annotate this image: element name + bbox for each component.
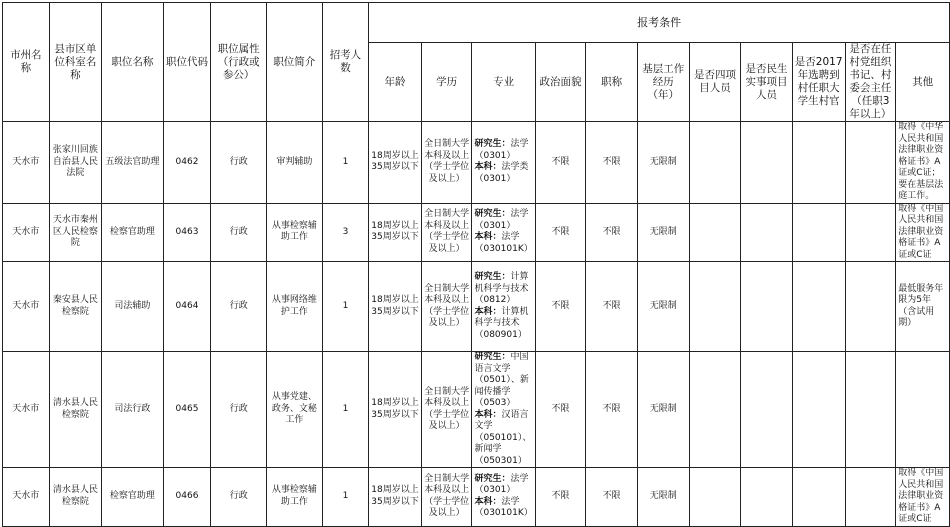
table-row (3, 262, 950, 352)
major-grad (474, 209, 532, 232)
major-grad (474, 352, 532, 410)
cell-livelihood (741, 352, 793, 468)
cell-major (472, 203, 535, 262)
major-undergrad (474, 497, 532, 520)
major-undergrad-value: 法学（030101K） (474, 232, 533, 254)
recruitment-table-sheet (2, 2, 950, 527)
header-code: 职位代码 (163, 3, 211, 122)
major-grad-value: 法学（0301） (474, 209, 529, 231)
cell-intro: 从事党建、政务、文秘工作 (267, 352, 323, 468)
cell-attr: 行政 (211, 352, 267, 468)
header-grassroots: 基层工作经历（年） (637, 43, 689, 122)
cell-intro: 从事网络维护工作 (267, 262, 323, 352)
cell-title: 不限 (586, 262, 638, 352)
cell-position: 司法辅助 (102, 262, 163, 352)
major-undergrad-value: 法学类（0301） (474, 162, 529, 184)
cell-other: 取得《中国人民共和国法律职业资格证书》A证或C证 (896, 468, 950, 527)
cell-unit: 张家川回族自治县人民法院 (49, 122, 102, 204)
header-title: 职称 (586, 43, 638, 122)
cell-edu: 全日制大学本科及以上（学士学位及以上） (421, 468, 472, 527)
cell-city: 天水市 (3, 262, 50, 352)
header-count: 招考人数 (322, 3, 369, 122)
cell-livelihood (741, 262, 793, 352)
cell-count: 1 (322, 122, 369, 204)
cell-livelihood (741, 203, 793, 262)
header-city: 市州名称 (3, 3, 50, 122)
cell-party-secretary (845, 352, 896, 468)
cell-position: 五级法官助理 (102, 122, 163, 204)
cell-village-official (792, 262, 845, 352)
major-undergrad-label: 本科： (474, 306, 502, 317)
header-position: 职位名称 (102, 3, 163, 122)
cell-edu: 全日制大学本科及以上（学士学位及以上） (421, 262, 472, 352)
header-village-official: 是否2017年选聘到村任职大学生村官 (792, 43, 845, 122)
major-undergrad (474, 162, 532, 185)
major-grad-label: 研究生： (474, 473, 511, 484)
header-attr: 职位属性（行政或参公） (211, 3, 267, 122)
major-undergrad-label: 本科： (474, 162, 502, 173)
major-grad-value: 法学（0301） (474, 139, 529, 161)
cell-village-official (792, 203, 845, 262)
cell-intro: 从事检察辅助工作 (267, 468, 323, 527)
cell-livelihood (741, 468, 793, 527)
cell-intro: 从事检察辅助工作 (267, 203, 323, 262)
cell-politics: 不限 (535, 468, 586, 527)
cell-livelihood (741, 122, 793, 204)
cell-grassroots: 无限制 (637, 262, 689, 352)
major-grad (474, 272, 532, 307)
cell-attr: 行政 (211, 203, 267, 262)
cell-four-items (689, 262, 741, 352)
cell-city: 天水市 (3, 203, 50, 262)
table-body (3, 122, 950, 527)
cell-grassroots: 无限制 (637, 352, 689, 468)
major-undergrad-label: 本科： (474, 496, 502, 507)
cell-position: 检察官助理 (102, 468, 163, 527)
cell-grassroots: 无限制 (637, 203, 689, 262)
cell-four-items (689, 468, 741, 527)
major-undergrad-value: 计算机科学与技术（080901） (474, 306, 529, 340)
major-grad-label: 研究生： (474, 352, 511, 362)
major-undergrad (474, 307, 532, 342)
cell-village-official (792, 468, 845, 527)
cell-edu: 全日制大学本科及以上（学士学位及以上） (421, 352, 472, 468)
cell-grassroots: 无限制 (637, 122, 689, 204)
header-edu: 学历 (421, 43, 472, 122)
major-undergrad-label: 本科： (474, 232, 502, 243)
cell-grassroots: 无限制 (637, 468, 689, 527)
cell-code: 0462 (163, 122, 211, 204)
header-unit: 县市区单位科室名称 (49, 3, 102, 122)
cell-intro: 审判辅助 (267, 122, 323, 204)
cell-city: 天水市 (3, 468, 50, 527)
cell-count: 1 (322, 468, 369, 527)
cell-unit: 清水县人民检察院 (49, 352, 102, 468)
cell-other (896, 352, 950, 468)
cell-other: 取得《中国人民共和国法律职业资格证书》A证或C证 (896, 203, 950, 262)
major-grad-label: 研究生： (474, 209, 511, 220)
cell-politics: 不限 (535, 203, 586, 262)
major-undergrad-value: 法学（030101K） (474, 496, 533, 519)
cell-party-secretary (845, 262, 896, 352)
cell-politics: 不限 (535, 122, 586, 204)
major-grad (474, 474, 532, 497)
cell-unit: 清水县人民检察院 (49, 468, 102, 527)
cell-unit: 天水市秦州区人民检察院 (49, 203, 102, 262)
cell-code: 0463 (163, 203, 211, 262)
cell-age: 18周岁以上35周岁以下 (369, 352, 422, 468)
cell-age: 18周岁以上35周岁以下 (369, 122, 422, 204)
major-grad-value: 法学（0301） (474, 473, 529, 496)
cell-unit: 秦安县人民检察院 (49, 262, 102, 352)
cell-attr: 行政 (211, 262, 267, 352)
cell-city: 天水市 (3, 352, 50, 468)
cell-attr: 行政 (211, 122, 267, 204)
cell-politics: 不限 (535, 352, 586, 468)
cell-party-secretary (845, 203, 896, 262)
header-other: 其他 (896, 43, 950, 122)
cell-village-official (792, 122, 845, 204)
cell-four-items (689, 122, 741, 204)
major-undergrad-value: 汉语言文学（050101）、新闻学（050301） (474, 409, 532, 466)
cell-title: 不限 (586, 468, 638, 527)
cell-edu: 全日制大学本科及以上（学士学位及以上） (421, 122, 472, 204)
header-major: 专业 (472, 43, 535, 122)
cell-count: 3 (322, 203, 369, 262)
major-grad-label: 研究生： (474, 139, 511, 150)
table-row (3, 352, 950, 468)
table-row (3, 122, 950, 204)
cell-title: 不限 (586, 352, 638, 468)
cell-four-items (689, 352, 741, 468)
cell-party-secretary (845, 468, 896, 527)
cell-edu: 全日制大学本科及以上（学士学位及以上） (421, 203, 472, 262)
cell-attr: 行政 (211, 468, 267, 527)
cell-code: 0465 (163, 352, 211, 468)
cell-title: 不限 (586, 203, 638, 262)
major-undergrad (474, 232, 532, 255)
major-grad-value: 中国语言文学（0501）、新闻传播学（0503） (474, 352, 529, 408)
header-four-items: 是否四项目人员 (689, 43, 741, 122)
major-grad (474, 139, 532, 162)
major-grad-value: 计算机科学与技术（0812） (474, 272, 529, 305)
cell-major (472, 122, 535, 204)
major-grad-label: 研究生： (474, 272, 511, 282)
cell-major (472, 352, 535, 468)
major-undergrad (474, 410, 532, 468)
table-row (3, 203, 950, 262)
recruitment-table (2, 2, 950, 527)
header-age: 年龄 (369, 43, 422, 122)
header-conditions: 报考条件 (369, 3, 950, 43)
cell-major (472, 262, 535, 352)
cell-count: 1 (322, 262, 369, 352)
cell-code: 0464 (163, 262, 211, 352)
cell-count: 1 (322, 352, 369, 468)
cell-age: 18周岁以上35周岁以下 (369, 468, 422, 527)
cell-politics: 不限 (535, 262, 586, 352)
header-livelihood: 是否民生实事项目人员 (741, 43, 793, 122)
cell-other: 取得《中华人民共和国法律职业资格证书》A证或C证；要在基层法庭工作。 (896, 122, 950, 204)
header-politics: 政治面貌 (535, 43, 586, 122)
cell-major (472, 468, 535, 527)
cell-age: 18周岁以上35周岁以下 (369, 262, 422, 352)
cell-other: 最低服务年限为5年（含试用期） (896, 262, 950, 352)
cell-city: 天水市 (3, 122, 50, 204)
header-party-secretary: 是否在任村党组织书记、村委会主任（任职3年以上） (845, 43, 896, 122)
table-row (3, 468, 950, 527)
cell-position: 司法行政 (102, 352, 163, 468)
cell-title: 不限 (586, 122, 638, 204)
cell-party-secretary (845, 122, 896, 204)
cell-village-official (792, 352, 845, 468)
cell-position: 检察官助理 (102, 203, 163, 262)
major-undergrad-label: 本科： (474, 409, 502, 420)
header-intro: 职位简介 (267, 3, 323, 122)
cell-four-items (689, 203, 741, 262)
cell-code: 0466 (163, 468, 211, 527)
cell-age: 18周岁以上35周岁以下 (369, 203, 422, 262)
